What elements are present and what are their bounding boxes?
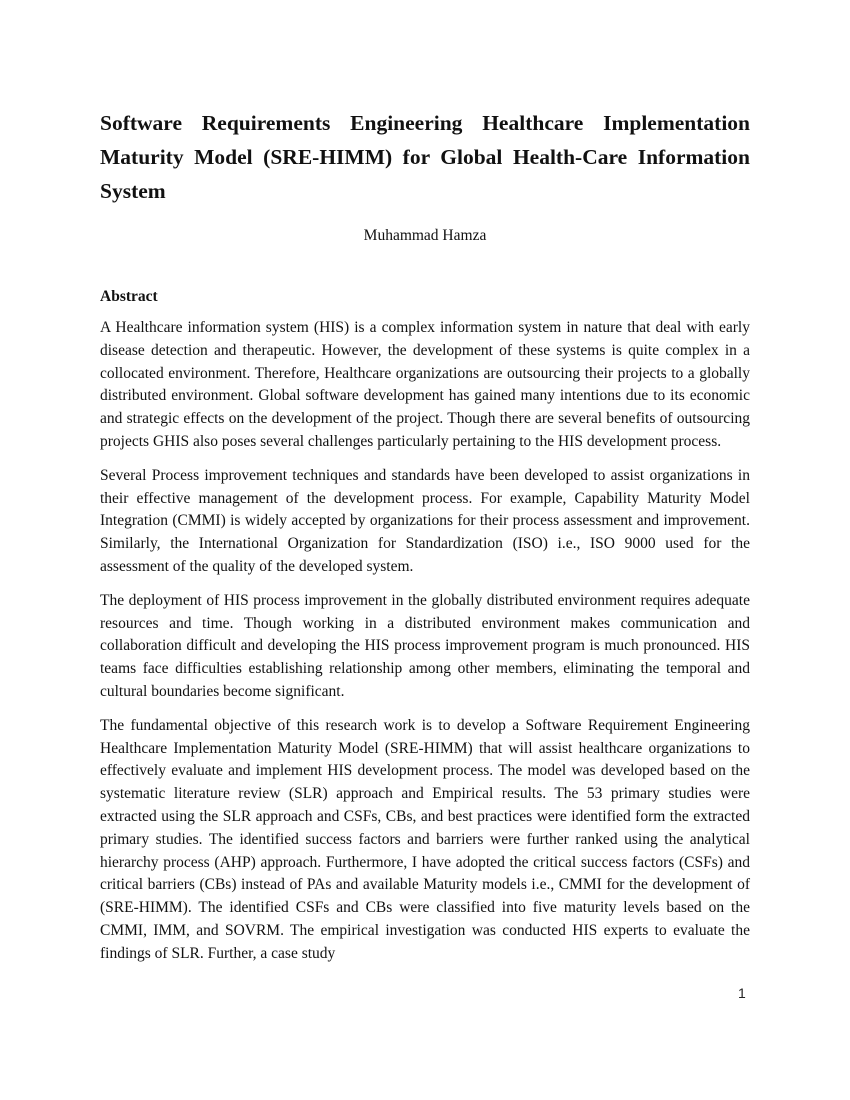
abstract-paragraph: The deployment of HIS process improvement in the globally distributed environment requires adequate resources and time. Though working in a distributed environment makes communication and collaboration difficult and developing the HIS process improvement program is much pronounced. HIS teams face difficulties establishing relationship among other members, eliminating the temporal and cultural boundaries become significant. [100,591,750,700]
abstract-paragraph: A Healthcare information system (HIS) is a complex information system in nature that deal with early disease detection and therapeutic. However, the development of these systems is quite complex in a collocated environment. Therefore, Healthcare organizations are outsourcing their projects to a globally distributed environment. Global software development has gained many intentions due to its economic and strategic effects on the development of the project. Though there are several benefits of outsourcing projects GHIS also poses several challenges particularly pertaining to the HIS development process. [100,319,750,450]
abstract-paragraph: The fundamental objective of this research work is to develop a Software Requirement Engineering Healthcare Implementation Maturity Model (SRE-HIMM) that will assist healthcare organizations to effectively evaluate and implement HIS development process. The model was developed based on the systematic literature review (SLR) approach and Empirical results. The 53 primary studies were extracted using the SLR approach and CSFs, CBs, and best practices were identified form the extracted primary studies. The identified success factors and barriers were further ranked using the analytical hierarchy process (AHP) approach. Furthermore, I have adopted the critical success factors (CSFs) and critical barriers (CBs) instead of PAs and available Maturity models i.e., CMMI for the development of (SRE-HIMM). The identified CSFs and CBs were classified into five maturity levels based on the CMMI, IMM, and SOVRM. The empirical investigation was conducted HIS experts to evaluate the findings of SLR. Further, a case study [100,716,750,962]
author-name: Muhammad Hamza [363,227,487,244]
paper-title: Software Requirements Engineering Healthcare Implementation Maturity Model (SRE-HIMM) for Global Health-Care Information System [100,111,750,203]
page-number: 1 [738,985,746,1001]
abstract-paragraph: Several Process improvement techniques and standards have been developed to assist organizations in their effective management of the development process. For example, Capability Maturity Model Integration (CMMI) is widely accepted by organizations for their process assessment and improvement. Similarly, the International Organization for Standardization (ISO) i.e., ISO 9000 used for the assessment of the quality of the developed system. [100,466,750,575]
abstract-heading: Abstract [100,288,158,305]
paper-page [100,106,750,977]
